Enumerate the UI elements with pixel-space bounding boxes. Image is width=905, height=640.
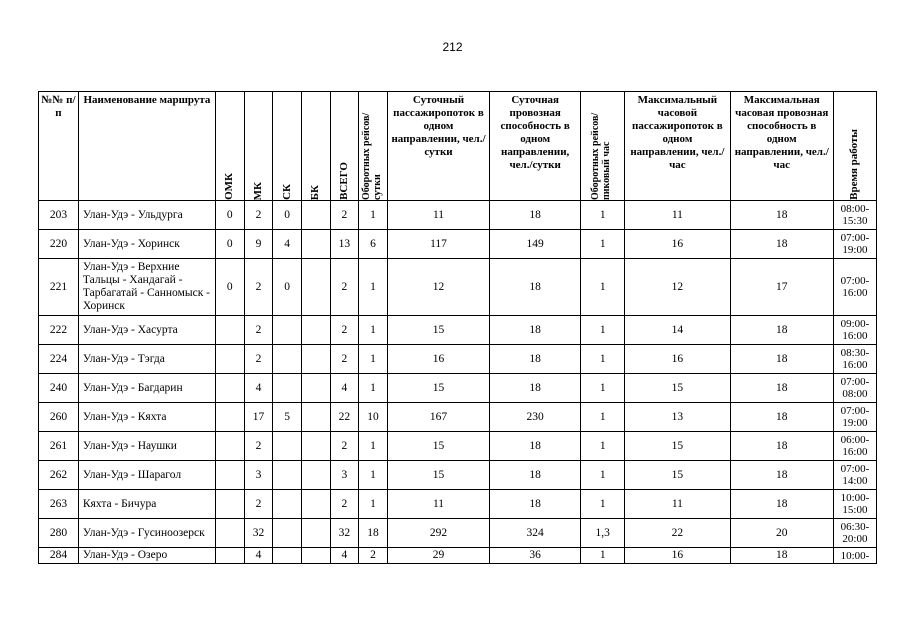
row-number: 221: [39, 259, 79, 316]
total-count: 22: [330, 403, 359, 432]
max-hourly-flow: 15: [625, 432, 730, 461]
peak-turnover: 1: [581, 432, 625, 461]
row-number: 261: [39, 432, 79, 461]
routes-table: [38, 91, 877, 564]
daily-flow: 15: [387, 374, 489, 403]
bk-count: [301, 345, 330, 374]
max-hourly-capacity: 18: [730, 345, 833, 374]
daily-capacity: 149: [490, 230, 581, 259]
turnover-daily: 1: [359, 461, 388, 490]
daily-flow: 15: [387, 461, 489, 490]
max-hourly-flow: 16: [625, 345, 730, 374]
daily-flow: 11: [387, 490, 489, 519]
max-hourly-flow: 12: [625, 259, 730, 316]
table-row: [39, 345, 877, 374]
row-number: 224: [39, 345, 79, 374]
route-name: Улан-Удэ - Гусиноозерск: [78, 519, 215, 548]
daily-capacity: 18: [490, 259, 581, 316]
max-hourly-flow: 11: [625, 490, 730, 519]
header-work-time: Время работы: [833, 92, 876, 201]
max-hourly-capacity: 18: [730, 316, 833, 345]
peak-turnover: 1: [581, 345, 625, 374]
work-time: 07:00-08:00: [833, 374, 876, 403]
turnover-daily: 1: [359, 432, 388, 461]
daily-capacity: 36: [490, 548, 581, 564]
row-number: 260: [39, 403, 79, 432]
daily-flow: 292: [387, 519, 489, 548]
mk-count: 3: [244, 461, 273, 490]
table-row: [39, 201, 877, 230]
max-hourly-capacity: 18: [730, 403, 833, 432]
peak-turnover: 1: [581, 490, 625, 519]
header-daily-capacity: Суточная провозная способность в одном направлении, чел./сутки: [490, 92, 581, 201]
max-hourly-flow: 15: [625, 461, 730, 490]
mk-count: 4: [244, 374, 273, 403]
turnover-daily: 18: [359, 519, 388, 548]
bk-count: [301, 316, 330, 345]
daily-capacity: 18: [490, 345, 581, 374]
table-row: [39, 403, 877, 432]
turnover-daily: 1: [359, 316, 388, 345]
total-count: 3: [330, 461, 359, 490]
total-count: 4: [330, 374, 359, 403]
omk-count: [215, 316, 244, 345]
table-row: [39, 432, 877, 461]
mk-count: 4: [244, 548, 273, 564]
work-time: 10:00-: [833, 548, 876, 564]
header-row: [39, 92, 877, 201]
omk-count: [215, 432, 244, 461]
daily-flow: 29: [387, 548, 489, 564]
daily-capacity: 18: [490, 432, 581, 461]
turnover-daily: 2: [359, 548, 388, 564]
total-count: 2: [330, 316, 359, 345]
route-name: Улан-Удэ - Верхние Тальцы - Хандагай - Тарбагатай - Санномыск - Хоринск: [78, 259, 215, 316]
omk-count: 0: [215, 259, 244, 316]
total-count: 2: [330, 345, 359, 374]
max-hourly-capacity: 20: [730, 519, 833, 548]
omk-count: [215, 403, 244, 432]
sk-count: [273, 316, 302, 345]
header-total: ВСЕГО: [330, 92, 359, 201]
total-count: 2: [330, 490, 359, 519]
sk-count: [273, 548, 302, 564]
omk-count: 0: [215, 201, 244, 230]
table-row: [39, 374, 877, 403]
sk-count: 4: [273, 230, 302, 259]
row-number: 280: [39, 519, 79, 548]
peak-turnover: 1: [581, 548, 625, 564]
work-time: 07:00-19:00: [833, 230, 876, 259]
daily-flow: 167: [387, 403, 489, 432]
bk-count: [301, 490, 330, 519]
daily-capacity: 230: [490, 403, 581, 432]
route-name: Улан-Удэ - Озеро: [78, 548, 215, 564]
work-time: 07:00-14:00: [833, 461, 876, 490]
work-time: 07:00-19:00: [833, 403, 876, 432]
route-name: Улан-Удэ - Шарагол: [78, 461, 215, 490]
route-name: Улан-Удэ - Хоринск: [78, 230, 215, 259]
mk-count: 2: [244, 490, 273, 519]
bk-count: [301, 519, 330, 548]
work-time: 06:30-20:00: [833, 519, 876, 548]
turnover-daily: 6: [359, 230, 388, 259]
work-time: 09:00-16:00: [833, 316, 876, 345]
turnover-daily: 1: [359, 490, 388, 519]
max-hourly-capacity: 18: [730, 230, 833, 259]
bk-count: [301, 201, 330, 230]
max-hourly-flow: 16: [625, 548, 730, 564]
bk-count: [301, 548, 330, 564]
mk-count: 9: [244, 230, 273, 259]
sk-count: [273, 345, 302, 374]
table-row: [39, 490, 877, 519]
work-time: 08:30-16:00: [833, 345, 876, 374]
total-count: 13: [330, 230, 359, 259]
max-hourly-capacity: 18: [730, 374, 833, 403]
omk-count: [215, 490, 244, 519]
table-row: [39, 548, 877, 564]
max-hourly-capacity: 18: [730, 201, 833, 230]
bk-count: [301, 461, 330, 490]
table-row: [39, 519, 877, 548]
max-hourly-flow: 14: [625, 316, 730, 345]
total-count: 2: [330, 432, 359, 461]
header-daily-flow: Суточный пассажиропоток в одном направлении, чел./сутки: [387, 92, 489, 201]
work-time: 07:00-16:00: [833, 259, 876, 316]
route-name: Улан-Удэ - Наушки: [78, 432, 215, 461]
total-count: 2: [330, 259, 359, 316]
total-count: 32: [330, 519, 359, 548]
row-number: 220: [39, 230, 79, 259]
row-number: 222: [39, 316, 79, 345]
peak-turnover: 1,3: [581, 519, 625, 548]
table-row: [39, 316, 877, 345]
daily-capacity: 18: [490, 316, 581, 345]
turnover-daily: 1: [359, 345, 388, 374]
header-peak-turnover: Оборотных рейсов/ пиковый час: [581, 92, 625, 201]
daily-capacity: 324: [490, 519, 581, 548]
row-number: 263: [39, 490, 79, 519]
max-hourly-flow: 22: [625, 519, 730, 548]
omk-count: 0: [215, 230, 244, 259]
peak-turnover: 1: [581, 461, 625, 490]
row-number: 262: [39, 461, 79, 490]
bk-count: [301, 403, 330, 432]
work-time: 06:00-16:00: [833, 432, 876, 461]
daily-flow: 16: [387, 345, 489, 374]
route-name: Кяхта - Бичура: [78, 490, 215, 519]
peak-turnover: 1: [581, 316, 625, 345]
header-max-hourly-capacity: Максимальная часовая провозная способность в одном направлении, чел./час: [730, 92, 833, 201]
daily-flow: 15: [387, 432, 489, 461]
daily-flow: 15: [387, 316, 489, 345]
max-hourly-flow: 15: [625, 374, 730, 403]
max-hourly-capacity: 17: [730, 259, 833, 316]
row-number: 284: [39, 548, 79, 564]
sk-count: [273, 461, 302, 490]
mk-count: 17: [244, 403, 273, 432]
table-row: [39, 230, 877, 259]
omk-count: [215, 345, 244, 374]
sk-count: [273, 519, 302, 548]
sk-count: [273, 432, 302, 461]
route-name: Улан-Удэ - Кяхта: [78, 403, 215, 432]
total-count: 2: [330, 201, 359, 230]
peak-turnover: 1: [581, 259, 625, 316]
peak-turnover: 1: [581, 201, 625, 230]
mk-count: 2: [244, 316, 273, 345]
max-hourly-capacity: 18: [730, 432, 833, 461]
daily-flow: 11: [387, 201, 489, 230]
bk-count: [301, 374, 330, 403]
page-number: 212: [442, 40, 463, 54]
header-omk: ОМК: [215, 92, 244, 201]
daily-flow: 117: [387, 230, 489, 259]
route-name: Улан-Удэ - Ульдурга: [78, 201, 215, 230]
header-turnover: Оборотных рейсов/сутки: [359, 92, 388, 201]
turnover-daily: 10: [359, 403, 388, 432]
header-name: Наименование маршрута: [78, 92, 215, 201]
omk-count: [215, 374, 244, 403]
sk-count: [273, 490, 302, 519]
omk-count: [215, 519, 244, 548]
turnover-daily: 1: [359, 201, 388, 230]
sk-count: [273, 374, 302, 403]
max-hourly-capacity: 18: [730, 548, 833, 564]
omk-count: [215, 548, 244, 564]
sk-count: 0: [273, 259, 302, 316]
peak-turnover: 1: [581, 403, 625, 432]
header-mk: МК: [244, 92, 273, 201]
bk-count: [301, 230, 330, 259]
daily-capacity: 18: [490, 490, 581, 519]
row-number: 203: [39, 201, 79, 230]
mk-count: 2: [244, 345, 273, 374]
max-hourly-flow: 16: [625, 230, 730, 259]
total-count: 4: [330, 548, 359, 564]
peak-turnover: 1: [581, 374, 625, 403]
table-row: [39, 259, 877, 316]
mk-count: 32: [244, 519, 273, 548]
daily-capacity: 18: [490, 201, 581, 230]
table-row: [39, 461, 877, 490]
route-name: Улан-Удэ - Хасурта: [78, 316, 215, 345]
header-max-hourly-flow: Максимальный часовой пассажиропоток в одном направлении, чел./час: [625, 92, 730, 201]
daily-capacity: 18: [490, 374, 581, 403]
daily-flow: 12: [387, 259, 489, 316]
mk-count: 2: [244, 432, 273, 461]
omk-count: [215, 461, 244, 490]
route-name: Улан-Удэ - Тэгда: [78, 345, 215, 374]
header-num: №№ п/п: [39, 92, 79, 201]
max-hourly-flow: 11: [625, 201, 730, 230]
turnover-daily: 1: [359, 374, 388, 403]
bk-count: [301, 432, 330, 461]
sk-count: 5: [273, 403, 302, 432]
max-hourly-capacity: 18: [730, 490, 833, 519]
mk-count: 2: [244, 259, 273, 316]
row-number: 240: [39, 374, 79, 403]
route-name: Улан-Удэ - Багдарин: [78, 374, 215, 403]
sk-count: 0: [273, 201, 302, 230]
header-sk: СК: [273, 92, 302, 201]
work-time: 10:00-15:00: [833, 490, 876, 519]
header-bk: БК: [301, 92, 330, 201]
mk-count: 2: [244, 201, 273, 230]
bk-count: [301, 259, 330, 316]
work-time: 08:00-15:30: [833, 201, 876, 230]
max-hourly-flow: 13: [625, 403, 730, 432]
turnover-daily: 1: [359, 259, 388, 316]
daily-capacity: 18: [490, 461, 581, 490]
max-hourly-capacity: 18: [730, 461, 833, 490]
peak-turnover: 1: [581, 230, 625, 259]
